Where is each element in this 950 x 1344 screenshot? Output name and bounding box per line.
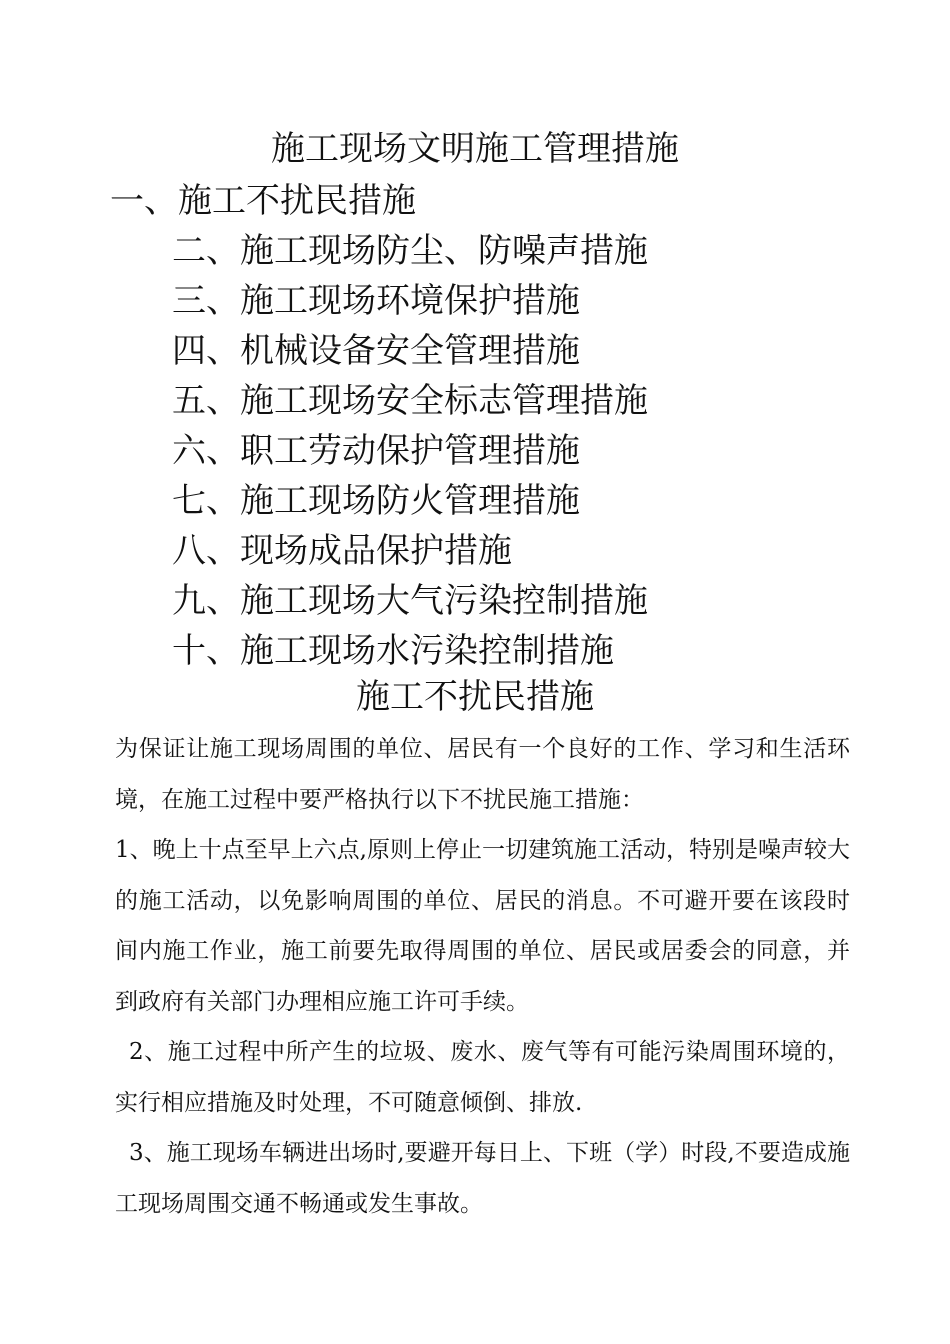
toc-item-7: 七、施工现场防火管理措施 — [172, 481, 580, 521]
section-body — [115, 724, 850, 1229]
toc-item-6: 六、职工劳动保护管理措施 — [172, 431, 580, 471]
section-title: 施工不扰民措施 — [356, 677, 594, 717]
table-of-contents — [0, 176, 950, 676]
paragraph-item-1: 1、晚上十点至早上六点,原则上停止一切建筑施工活动，特别是噪声较大的施工活动，以免影响周围的单位、居民的消息。不可避开要在该段时间内施工作业，施工前要先取得周围的单位、居民或居委会的同意，并到政府有关部门办理相应施工许可手续。 — [115, 837, 850, 1015]
toc-item-5: 五、施工现场安全标志管理措施 — [172, 381, 648, 421]
document-title: 施工现场文明施工管理措施 — [271, 129, 679, 169]
paragraph-item-2: 2、施工过程中所产生的垃圾、废水、废气等有可能污染周围环境的，实行相应措施及时处理，不可随意倾倒、排放. — [115, 1039, 850, 1116]
toc-item-4: 四、机械设备安全管理措施 — [172, 331, 580, 371]
paragraph-intro: 为保证让施工现场周围的单位、居民有一个良好的工作、学习和生活环境，在施工过程中要严格执行以下不扰民施工措施： — [115, 736, 850, 813]
toc-item-10: 十、施工现场水污染控制措施 — [172, 631, 614, 671]
paragraph-item-3: 3、施工现场车辆进出场时,要避开每日上、下班（学）时段,不要造成施工现场周围交通不畅通或发生事故。 — [115, 1140, 850, 1217]
toc-item-8: 八、现场成品保护措施 — [172, 531, 512, 571]
toc-item-3: 三、施工现场环境保护措施 — [172, 281, 580, 321]
toc-item-1: 一、施工不扰民措施 — [110, 181, 416, 221]
toc-item-2: 二、施工现场防尘、防噪声措施 — [172, 231, 648, 271]
toc-item-9: 九、施工现场大气污染控制措施 — [172, 581, 648, 621]
